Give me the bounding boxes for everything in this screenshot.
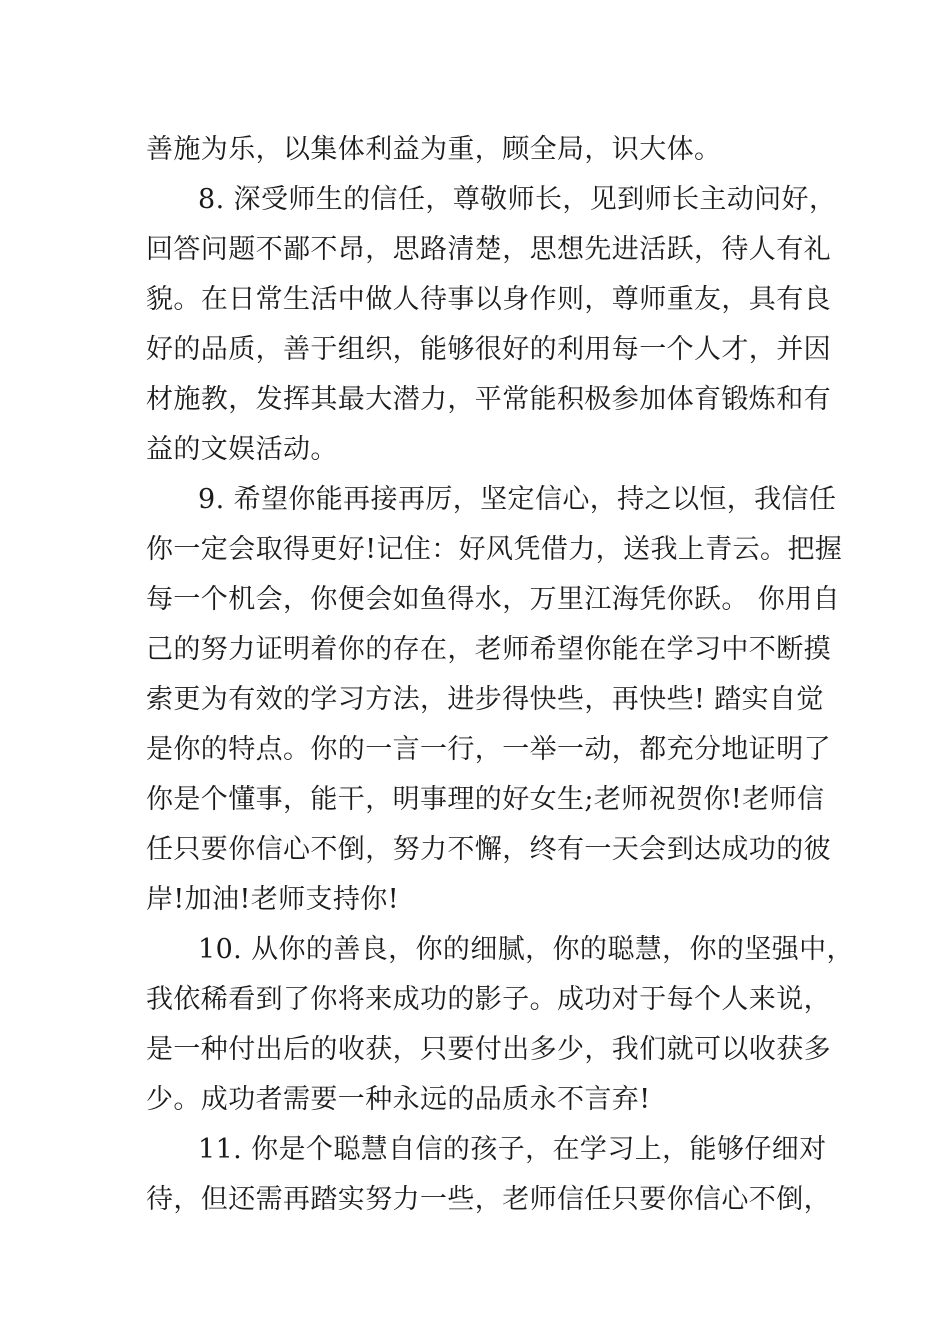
text-line: 回答问题不鄙不昂，思路清楚，思想先进活跃，待人有礼 [146,234,831,265]
text-line: 每一个机会，你便会如鱼得水，万里江海凭你跃。 你用自 [146,584,840,615]
text-line: 岸!加油!老师支持你! [146,884,399,915]
paragraph-8-first-line: 8. 深受师生的信任，尊敬师长，见到师长主动问好， [198,184,837,215]
text-line: 善施为乐，以集体利益为重，顾全局，识大体。 [146,134,722,165]
text-line: 好的品质，善于组织，能够很好的利用每一个人才，并因 [146,334,831,365]
paragraph-11-first-line: 11. 你是个聪慧自信的孩子，在学习上，能够仔细对 [198,1134,827,1165]
text-line: 是一种付出后的收获，只要付出多少，我们就可以收获多 [146,1034,831,1065]
text-line: 索更为有效的学习方法，进步得快些，再快些! 踏实自觉 [146,684,824,715]
text-line: 任只要你信心不倒，努力不懈，终有一天会到达成功的彼 [146,834,831,865]
text-line: 你一定会取得更好!记住：好风凭借力，送我上青云。把握 [146,534,843,565]
paragraph-10-first-line: 10. 从你的善良，你的细腻，你的聪慧，你的坚强中， [198,934,854,965]
text-line: 貌。在日常生活中做人待事以身作则，尊师重友，具有良 [146,284,831,315]
text-line: 材施教，发挥其最大潜力，平常能积极参加体育锻炼和有 [146,384,831,415]
text-line: 少。成功者需要一种永远的品质永不言弃! [146,1084,651,1115]
text-line: 我依稀看到了你将来成功的影子。成功对于每个人来说， [146,984,831,1015]
text-line: 待，但还需再踏实努力一些，老师信任只要你信心不倒， [146,1184,831,1215]
text-line: 己的努力证明着你的存在，老师希望你能在学习中不断摸 [146,634,831,665]
paragraph-9-first-line: 9. 希望你能再接再厉，坚定信心，持之以恒，我信任 [198,484,837,515]
text-line: 你是个懂事，能干，明事理的好女生;老师祝贺你!老师信 [146,784,825,815]
text-line: 是你的特点。你的一言一行，一举一动，都充分地证明了 [146,734,831,765]
text-line: 益的文娱活动。 [146,434,338,465]
